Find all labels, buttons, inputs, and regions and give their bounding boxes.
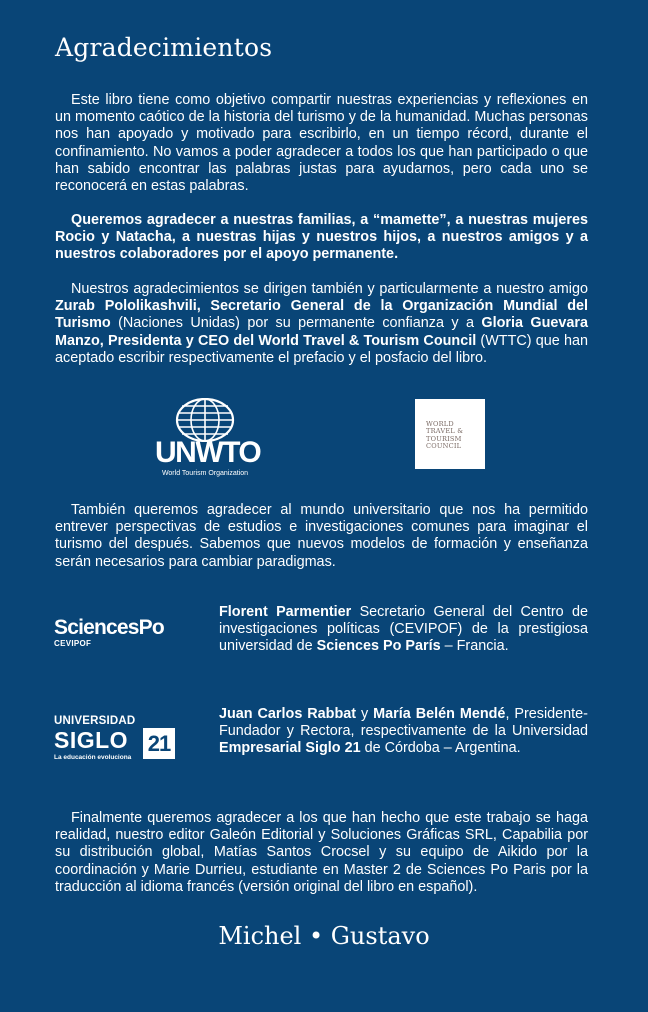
siglo-tagline: La educación evoluciona (54, 754, 132, 761)
siglo-wordmark: SIGLO (54, 727, 129, 753)
wttc-line: TOURISM (426, 434, 462, 443)
paragraph-text: Nuestros agradecimientos se dirigen también y particularmente a nuestro amigo (71, 281, 588, 297)
unwto-wordmark: UNWTO (155, 436, 261, 469)
credit-text: de Córdoba – Argentina. (360, 740, 521, 757)
siglo-top-text: UNIVERSIDAD (54, 715, 136, 727)
wttc-line: COUNCIL (426, 442, 462, 451)
person-name: María Belén Mendé (373, 706, 506, 722)
highlight-name: Gloria Guevara Manzo, Presidenta y CEO del World Travel & Tourism Council (55, 315, 588, 349)
sciencespo-subtitle: CEVIPOF (54, 639, 92, 648)
sciencespo-logo (54, 617, 179, 651)
sciencespo-credit (219, 604, 588, 656)
credit-text: Secretario General del Centro de investigaciones políticas (CEVIPOF) de la prestigiosa universidad de (219, 604, 588, 655)
person-name: Florent Parmentier (219, 604, 352, 620)
wttc-line: WORLD (426, 420, 454, 428)
siglo21-credit (219, 706, 588, 758)
institution-name: Empresarial Siglo 21 (219, 740, 361, 757)
siglo21-logo (54, 715, 179, 771)
intro-paragraph: Este libro tiene como objetivo compartir nuestras experiencias y reflexiones en un momento caótico de la historia del turismo y de la humanidad. Muchas personas nos han apoyado y motivado para escribirlo, en un tiempo récord, durante el confinamiento. No vamos a poder agradecer a todos los que han participado o que han sabido encontrar las palabras justas para ayudarnos, pero cada uno se reconocerá en estas palabras. (55, 92, 588, 195)
page-title: Agradecimientos (55, 33, 273, 62)
institution-name: Sciences Po París (316, 638, 441, 655)
credit-text: , Presidente-Fundador y Rectora, respectivamente de la Universidad (219, 706, 588, 740)
unwto-subtitle: World Tourism Organization (161, 470, 249, 477)
highlight-name: Zurab Pololikashvili, Secretario General de la Organización Mundial del Turismo (55, 298, 588, 332)
sciencespo-wordmark: SciencesPo (54, 616, 164, 639)
university-thanks-paragraph: También queremos agradecer al mundo universitario que nos ha permitido entrever perspectivas de estudios e investigaciones comunes para imaginar el turismo del después. Sabemos que nuevos modelos de formación y enseñanza serán necesarios para cambiar paradigmas. (55, 502, 588, 570)
paragraph-text: (Naciones Unidas) por su permanente confianza y a (110, 315, 482, 332)
prologue-thanks-paragraph (55, 281, 588, 367)
family-thanks-paragraph: Queremos agradecer a nuestras familias, a “mamette”, a nuestras mujeres Rocio y Natacha, a nuestras hijas y nuestros hijos, a nuestros amigos y a nuestros colaboradores por el apoyo permanente. (55, 212, 588, 263)
authors-signature: Michel • Gustavo (218, 922, 430, 950)
siglo-number-badge: 21 (143, 728, 175, 759)
wttc-logo (415, 399, 485, 469)
wttc-line: TRAVEL & (426, 427, 464, 436)
unwto-logo (155, 398, 261, 480)
paragraph-text: (WTTC) que han aceptado escribir respectivamente el prefacio y el posfacio del libro. (55, 332, 588, 366)
credit-text: y (356, 706, 374, 722)
person-name: Juan Carlos Rabbat (219, 706, 357, 722)
credit-text: – Francia. (440, 638, 509, 655)
final-thanks-paragraph: Finalmente queremos agradecer a los que han hecho que este trabajo se haga realidad, nuestro editor Galeón Editorial y Soluciones Gráficas SRL, Capabilia por su distribución global, Matías Santos Crocsel y su equipo de Aikido por la coordinación y Marie Durrieu, estudiante en Master 2 de Sciences Po Paris por la traducción al idioma francés (versión original del libro en español). (55, 810, 588, 895)
